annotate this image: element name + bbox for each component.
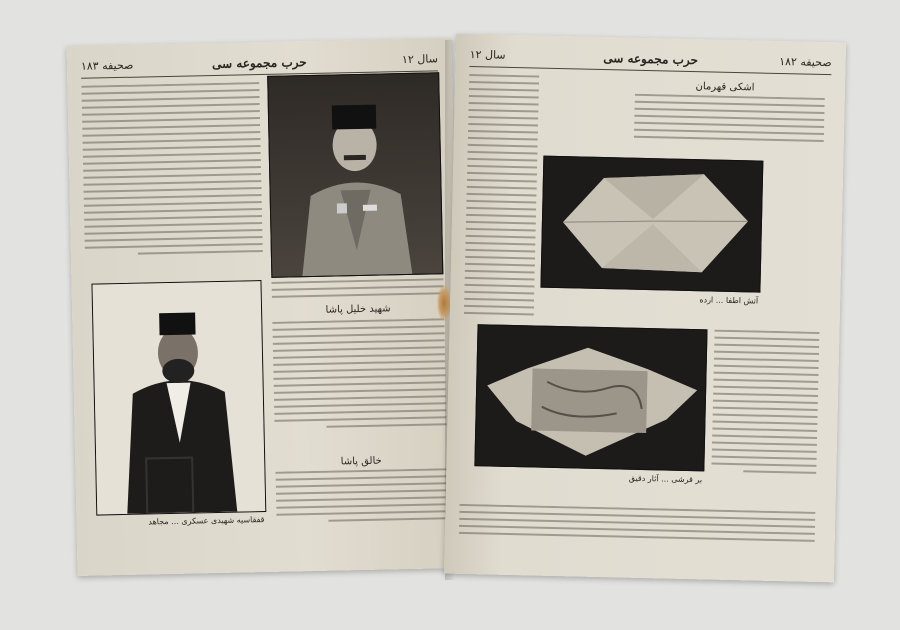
right-middle-text-column bbox=[710, 330, 819, 512]
envelope-illustration-1 bbox=[541, 157, 762, 292]
section-heading-khaliq: خالق پاشا bbox=[340, 455, 382, 468]
left-header-year: سال ١٢ bbox=[401, 52, 438, 67]
section-heading-halil: شهيد خليل پاشا bbox=[325, 303, 391, 316]
officer-portrait-illustration bbox=[268, 73, 442, 277]
left-header-page-number: صحيفه ١٨٣ bbox=[80, 58, 134, 73]
left-bottom-text-column bbox=[272, 318, 447, 452]
civilian-portrait-illustration bbox=[92, 281, 265, 514]
right-header-year: سال ١٢ bbox=[469, 47, 506, 62]
envelope-caption-1: آتش اطفا ... ارده bbox=[699, 295, 759, 306]
right-column-heading: اشكى قهرمان bbox=[695, 81, 755, 94]
right-top-text-column bbox=[633, 94, 824, 158]
right-header-title: حرب مجموعه سى bbox=[603, 50, 699, 68]
envelope-photo-1 bbox=[540, 156, 763, 293]
civilian-photo-caption: قفقاسيه شهيدى عسكرى ... مجاهد bbox=[148, 515, 265, 527]
envelope-illustration-2 bbox=[475, 325, 706, 470]
right-header-page-number: صحيفه ١٨٢ bbox=[779, 54, 832, 70]
left-top-text-column bbox=[81, 82, 263, 296]
left-header-title: حرب مجموعه سى bbox=[211, 55, 307, 72]
envelope-caption-2: بر قرشى ... آثار دقيق bbox=[628, 473, 703, 485]
envelope-photo-2 bbox=[474, 324, 707, 471]
left-bottom-text-column-2 bbox=[275, 468, 449, 552]
right-page bbox=[444, 34, 846, 583]
right-left-text-column bbox=[463, 74, 539, 346]
civilian-portrait-photo bbox=[91, 280, 266, 516]
left-page bbox=[66, 38, 462, 576]
right-page-header bbox=[469, 48, 831, 75]
officer-portrait-photo bbox=[267, 72, 443, 278]
right-bottom-text-column bbox=[458, 504, 815, 562]
